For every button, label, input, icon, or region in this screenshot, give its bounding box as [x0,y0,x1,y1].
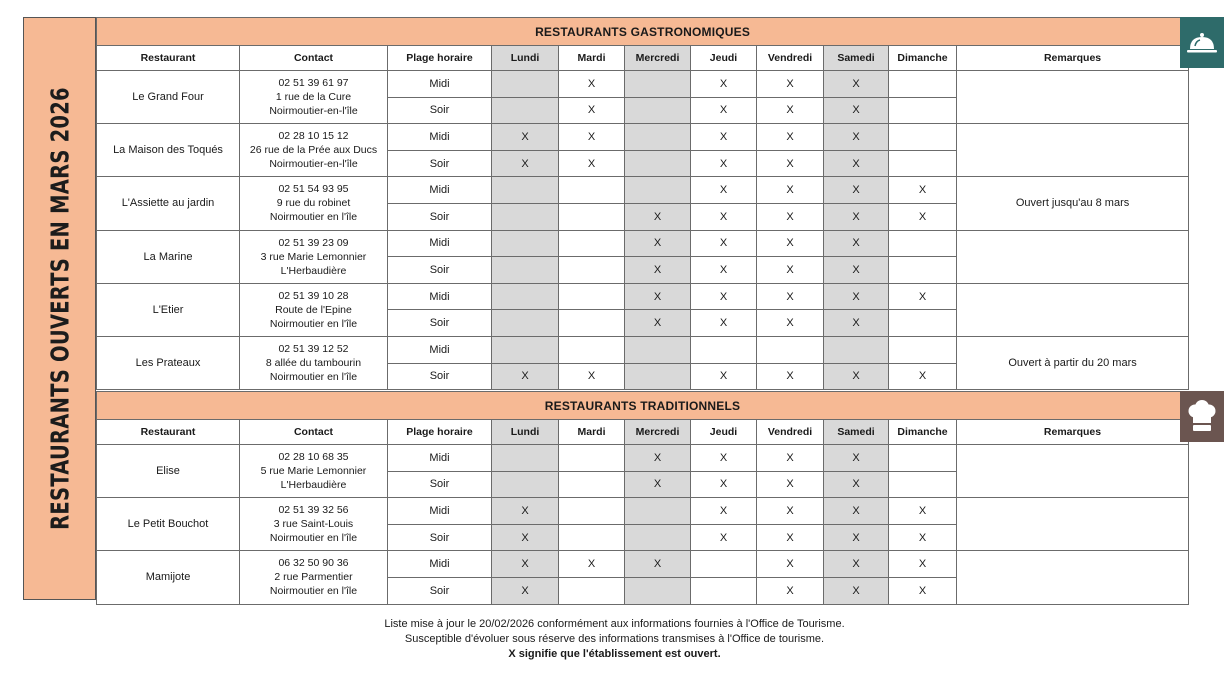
restaurant-remark [957,445,1189,498]
table-row [97,498,1189,525]
day-cell: X [625,230,691,257]
day-cell: X [757,177,824,204]
day-cell: X [889,283,957,310]
day-cell: X [691,257,757,284]
restaurant-contact [240,230,388,283]
time-slot: Soir [388,471,492,498]
table-row [97,445,1189,472]
day-cell: X [824,124,889,151]
day-cell [559,336,625,363]
day-cell: X [559,97,625,124]
restaurant-remark: Ouvert jusqu'au 8 mars [957,177,1189,230]
table-row [97,283,1189,310]
contact-line: Noirmoutier-en-l'île [269,158,358,171]
day-cell: X [691,177,757,204]
day-cell: X [889,551,957,578]
day-cell [625,150,691,177]
header-dimanche: Dimanche [889,46,957,71]
restaurant-name: La Marine [97,230,240,283]
day-cell: X [757,230,824,257]
day-cell [625,124,691,151]
day-cell: X [757,97,824,124]
contact-line: L'Herbaudière [280,479,347,492]
day-cell: X [625,471,691,498]
day-cell: X [889,524,957,551]
restaurant-remark [957,124,1189,177]
contact-line: Noirmoutier en l'île [269,211,358,224]
day-cell: X [824,310,889,337]
contact-line: 8 allée du tambourin [265,357,362,370]
contact-line: 02 51 39 32 56 [278,504,349,517]
contact-line: Noirmoutier-en-l'île [269,105,358,118]
header-jeudi: Jeudi [691,46,757,71]
day-cell: X [691,150,757,177]
day-cell: X [889,363,957,390]
chef-hat-icon-box [1180,391,1224,442]
day-cell: X [492,577,559,604]
day-cell: X [691,498,757,525]
contact-line: Noirmoutier en l'île [269,371,358,384]
contact-line: 26 rue de la Prée aux Ducs [249,144,378,157]
day-cell [625,336,691,363]
table-row [97,230,1189,257]
footer-line-2: Susceptible d'évoluer sous réserve des informations transmises à l'Office de tourisme. [404,633,825,645]
day-cell: X [824,230,889,257]
table-row [97,551,1189,578]
header-samedi: Samedi [824,420,889,445]
day-cell [625,577,691,604]
day-cell: X [824,203,889,230]
day-cell [559,310,625,337]
contact-line: 9 rue du robinet [276,197,351,210]
contact-line: 02 51 39 10 28 [278,289,349,302]
restaurant-name: Mamijote [97,551,240,604]
day-cell: X [492,498,559,525]
header-lundi: Lundi [492,420,559,445]
header-jeudi: Jeudi [691,420,757,445]
time-slot: Midi [388,445,492,472]
day-cell: X [824,551,889,578]
day-cell [492,471,559,498]
traditional-table [96,391,1189,605]
day-cell [559,203,625,230]
day-cell [559,498,625,525]
day-cell: X [625,257,691,284]
table-row [97,71,1189,98]
day-cell [559,283,625,310]
time-slot: Midi [388,71,492,98]
restaurant-contact [240,71,388,124]
chef-hat-icon [1187,400,1217,434]
day-cell [691,551,757,578]
header-plage-horaire: Plage horaire [388,46,492,71]
day-cell [559,230,625,257]
day-cell [559,577,625,604]
day-cell [492,97,559,124]
time-slot: Soir [388,97,492,124]
cloche-icon-box [1180,17,1224,68]
section-title-row [97,392,1189,420]
day-cell: X [757,363,824,390]
contact-line: 1 rue de la Cure [275,91,352,104]
day-cell: X [492,524,559,551]
time-slot: Soir [388,150,492,177]
time-slot: Midi [388,124,492,151]
day-cell: X [757,257,824,284]
day-cell: X [889,577,957,604]
day-cell [559,257,625,284]
header-contact: Contact [240,420,388,445]
restaurant-name: L'Assiette au jardin [97,177,240,230]
day-cell: X [824,283,889,310]
day-cell: X [691,71,757,98]
day-cell: X [757,445,824,472]
day-cell [559,471,625,498]
day-cell [889,230,957,257]
day-cell: X [757,71,824,98]
contact-line: 5 rue Marie Lemonnier [260,465,367,478]
contact-line: 2 rue Parmentier [274,571,353,584]
day-cell: X [757,150,824,177]
day-cell: X [824,97,889,124]
contact-line: L'Herbaudière [280,264,347,277]
day-cell [559,177,625,204]
day-cell: X [757,551,824,578]
day-cell [492,283,559,310]
section-title-row [97,18,1189,46]
restaurant-remark [957,71,1189,124]
restaurant-contact [240,498,388,551]
gastronomic-table [96,17,1189,390]
header-mardi: Mardi [559,420,625,445]
contact-line: 02 51 39 61 97 [278,77,349,90]
day-cell: X [824,71,889,98]
day-cell: X [691,124,757,151]
time-slot: Midi [388,177,492,204]
day-cell [559,524,625,551]
day-cell [625,97,691,124]
day-cell: X [492,363,559,390]
header-row [97,46,1189,71]
day-cell: X [757,203,824,230]
contact-line: Route de l'Epine [275,303,352,316]
time-slot: Midi [388,336,492,363]
contact-line: Noirmoutier en l'île [269,317,358,330]
day-cell [559,445,625,472]
restaurant-contact [240,124,388,177]
day-cell [889,310,957,337]
footer-line-3: X signifie que l'établissement est ouvert. [508,648,721,660]
day-cell [757,336,824,363]
restaurant-name: Le Grand Four [97,71,240,124]
header-remarques: Remarques [957,46,1189,71]
day-cell: X [824,363,889,390]
contact-line: Noirmoutier en l'île [269,585,358,598]
day-cell: X [757,310,824,337]
day-cell [625,71,691,98]
restaurant-name: Les Prateaux [97,336,240,389]
day-cell: X [691,283,757,310]
day-cell: X [691,203,757,230]
header-contact: Contact [240,46,388,71]
restaurant-name: Elise [97,445,240,498]
day-cell: X [559,363,625,390]
day-cell [492,177,559,204]
day-cell [625,177,691,204]
day-cell: X [824,524,889,551]
day-cell [889,257,957,284]
contact-line: 3 rue Saint-Louis [273,518,354,531]
day-cell: X [492,551,559,578]
day-cell: X [757,524,824,551]
restaurant-contact [240,336,388,389]
day-cell: X [757,471,824,498]
time-slot: Midi [388,498,492,525]
day-cell [889,124,957,151]
time-slot: Soir [388,363,492,390]
restaurant-contact [240,551,388,604]
day-cell [889,97,957,124]
day-cell [889,150,957,177]
day-cell [625,524,691,551]
contact-line: 02 28 10 68 35 [278,451,349,464]
day-cell: X [824,177,889,204]
restaurant-contact [240,445,388,498]
table-row [97,336,1189,363]
restaurant-remark [957,498,1189,551]
day-cell: X [824,150,889,177]
header-lundi: Lundi [492,46,559,71]
day-cell: X [691,310,757,337]
restaurant-contact [240,177,388,230]
cloche-icon [1186,31,1218,55]
day-cell [492,257,559,284]
day-cell [492,71,559,98]
restaurant-remark [957,551,1189,604]
day-cell: X [492,124,559,151]
day-cell: X [691,97,757,124]
day-cell: X [559,551,625,578]
day-cell: X [559,71,625,98]
day-cell [492,310,559,337]
day-cell: X [824,498,889,525]
time-slot: Soir [388,524,492,551]
day-cell: X [625,203,691,230]
day-cell: X [824,471,889,498]
contact-line: 02 51 39 23 09 [278,236,349,249]
day-cell [492,336,559,363]
day-cell: X [492,150,559,177]
day-cell [625,498,691,525]
restaurant-name: L'Etier [97,283,240,336]
restaurant-name: Le Petit Bouchot [97,498,240,551]
day-cell [889,71,957,98]
time-slot: Midi [388,283,492,310]
header-mardi: Mardi [559,46,625,71]
day-cell: X [889,498,957,525]
header-restaurant: Restaurant [97,46,240,71]
day-cell [492,230,559,257]
day-cell: X [691,524,757,551]
restaurant-contact [240,283,388,336]
day-cell: X [824,577,889,604]
restaurant-remark [957,283,1189,336]
day-cell: X [559,150,625,177]
day-cell: X [757,498,824,525]
day-cell: X [691,471,757,498]
day-cell: X [625,445,691,472]
day-cell: X [889,203,957,230]
day-cell: X [757,283,824,310]
day-cell: X [691,363,757,390]
restaurant-remark [957,230,1189,283]
day-cell [889,445,957,472]
footer-line-1: Liste mise à jour le 20/02/2026 conformément aux informations fournies à l'Office de Tourisme. [384,618,845,630]
day-cell: X [824,257,889,284]
day-cell [625,363,691,390]
contact-line: 02 51 39 12 52 [278,343,349,356]
day-cell [492,203,559,230]
header-remarques: Remarques [957,420,1189,445]
time-slot: Soir [388,203,492,230]
time-slot: Midi [388,551,492,578]
day-cell [691,577,757,604]
restaurant-remark: Ouvert à partir du 20 mars [957,336,1189,389]
day-cell: X [757,577,824,604]
header-dimanche: Dimanche [889,420,957,445]
footer-note [0,617,1229,662]
header-mercredi: Mercredi [625,46,691,71]
time-slot: Midi [388,230,492,257]
restaurant-name: La Maison des Toqués [97,124,240,177]
contact-line: Noirmoutier en l'île [269,532,358,545]
day-cell: X [559,124,625,151]
day-cell: X [691,445,757,472]
day-cell [492,445,559,472]
table-row [97,124,1189,151]
contact-line: 3 rue Marie Lemonnier [260,250,367,263]
time-slot: Soir [388,257,492,284]
side-title: RESTAURANTS OUVERTS EN MARS 2026 [45,87,75,530]
section-title: RESTAURANTS GASTRONOMIQUES [97,18,1189,46]
header-vendredi: Vendredi [757,420,824,445]
day-cell: X [824,445,889,472]
table-row [97,177,1189,204]
header-row [97,420,1189,445]
section-title: RESTAURANTS TRADITIONNELS [97,392,1189,420]
day-cell [889,471,957,498]
day-cell: X [889,177,957,204]
contact-line: 06 32 50 90 36 [278,557,349,570]
day-cell: X [757,124,824,151]
side-banner [23,17,96,600]
day-cell [824,336,889,363]
day-cell: X [625,310,691,337]
header-vendredi: Vendredi [757,46,824,71]
day-cell [889,336,957,363]
time-slot: Soir [388,577,492,604]
header-plage-horaire: Plage horaire [388,420,492,445]
contact-line: 02 28 10 15 12 [278,130,349,143]
header-samedi: Samedi [824,46,889,71]
contact-line: 02 51 54 93 95 [278,183,349,196]
time-slot: Soir [388,310,492,337]
day-cell: X [625,551,691,578]
day-cell: X [625,283,691,310]
header-mercredi: Mercredi [625,420,691,445]
day-cell [691,336,757,363]
day-cell: X [691,230,757,257]
header-restaurant: Restaurant [97,420,240,445]
